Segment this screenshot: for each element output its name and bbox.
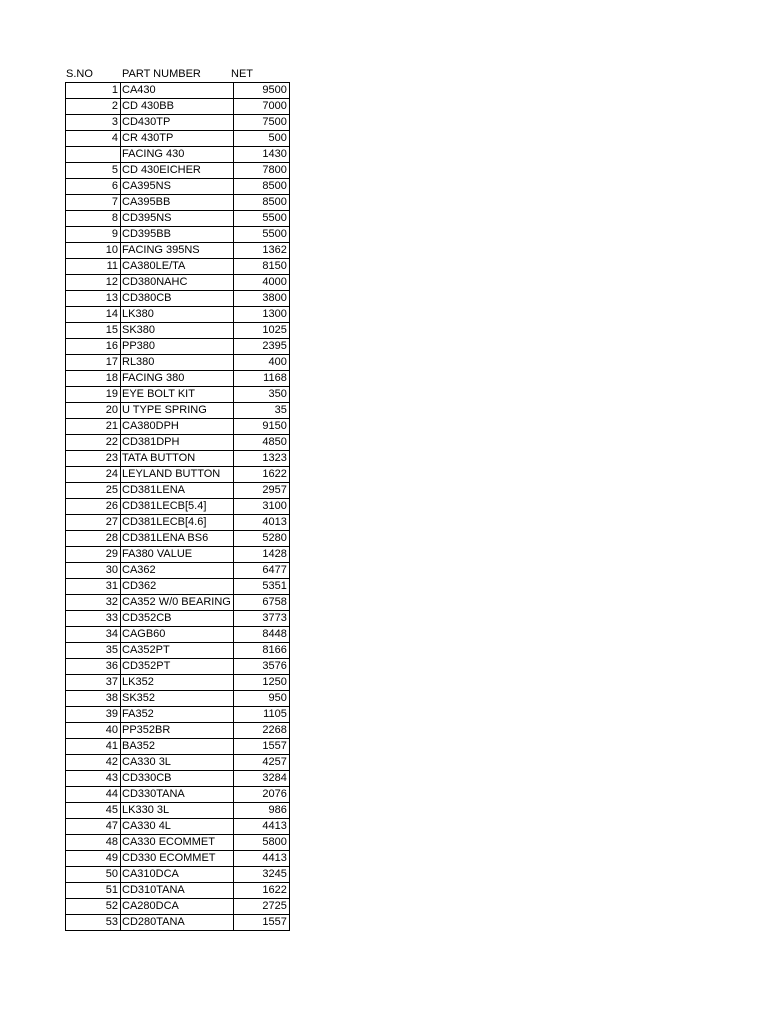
cell-net: 8166 (233, 643, 289, 659)
cell-part-number: LK380 (121, 307, 234, 323)
cell-sno: 5 (66, 163, 121, 179)
cell-part-number: CA430 (121, 83, 234, 99)
header-row (65, 66, 290, 82)
table-row (66, 227, 290, 243)
table-row (66, 771, 290, 787)
cell-net: 3800 (233, 291, 289, 307)
cell-sno: 42 (66, 755, 121, 771)
cell-net: 1622 (233, 467, 289, 483)
table-row (66, 707, 290, 723)
table-row (66, 691, 290, 707)
cell-sno: 48 (66, 835, 121, 851)
table-row (66, 531, 290, 547)
table-row (66, 547, 290, 563)
table-row (66, 787, 290, 803)
cell-part-number: CA380LE/TA (121, 259, 234, 275)
cell-part-number: CD430TP (121, 115, 234, 131)
cell-sno: 13 (66, 291, 121, 307)
table-row (66, 563, 290, 579)
cell-part-number: CD352CB (121, 611, 234, 627)
header-part-number: PART NUMBER (122, 68, 201, 80)
table-row (66, 179, 290, 195)
cell-net: 5500 (233, 211, 289, 227)
cell-sno: 37 (66, 675, 121, 691)
cell-part-number: CA380DPH (121, 419, 234, 435)
cell-part-number: CD381LENA BS6 (121, 531, 234, 547)
cell-sno: 27 (66, 515, 121, 531)
cell-net: 4413 (233, 819, 289, 835)
table-row (66, 643, 290, 659)
cell-net: 6758 (233, 595, 289, 611)
cell-part-number: RL380 (121, 355, 234, 371)
cell-sno: 8 (66, 211, 121, 227)
cell-sno: 23 (66, 451, 121, 467)
cell-sno: 38 (66, 691, 121, 707)
cell-part-number: CD395NS (121, 211, 234, 227)
cell-net: 7500 (233, 115, 289, 131)
cell-sno: 51 (66, 883, 121, 899)
cell-net: 2268 (233, 723, 289, 739)
cell-part-number: CA330 4L (121, 819, 234, 835)
cell-net: 3773 (233, 611, 289, 627)
table-row (66, 323, 290, 339)
table-row (66, 611, 290, 627)
table-row (66, 899, 290, 915)
table-row (66, 915, 290, 931)
cell-part-number: LK330 3L (121, 803, 234, 819)
cell-net: 6477 (233, 563, 289, 579)
cell-net: 4000 (233, 275, 289, 291)
cell-sno: 21 (66, 419, 121, 435)
cell-net: 986 (233, 803, 289, 819)
table-row (66, 835, 290, 851)
cell-part-number: FACING 380 (121, 371, 234, 387)
cell-sno: 22 (66, 435, 121, 451)
cell-sno: 3 (66, 115, 121, 131)
cell-net: 4257 (233, 755, 289, 771)
table-row (66, 195, 290, 211)
cell-sno: 33 (66, 611, 121, 627)
cell-net: 35 (233, 403, 289, 419)
cell-net: 3245 (233, 867, 289, 883)
header-net: NET (231, 68, 253, 80)
cell-sno: 40 (66, 723, 121, 739)
cell-sno: 26 (66, 499, 121, 515)
cell-sno: 2 (66, 99, 121, 115)
cell-part-number: CA310DCA (121, 867, 234, 883)
cell-net: 1323 (233, 451, 289, 467)
cell-part-number: CA280DCA (121, 899, 234, 915)
cell-part-number: SK380 (121, 323, 234, 339)
parts-table (65, 82, 290, 931)
cell-part-number: CD381LENA (121, 483, 234, 499)
cell-part-number: CD 430EICHER (121, 163, 234, 179)
table-row (66, 883, 290, 899)
cell-net: 5280 (233, 531, 289, 547)
cell-part-number: CD395BB (121, 227, 234, 243)
cell-net: 7000 (233, 99, 289, 115)
cell-net: 1428 (233, 547, 289, 563)
cell-part-number: CD381LECB[4.6] (121, 515, 234, 531)
cell-net: 8500 (233, 179, 289, 195)
table-row (66, 291, 290, 307)
table-row (66, 403, 290, 419)
table-row (66, 739, 290, 755)
cell-part-number: CD352PT (121, 659, 234, 675)
cell-net: 9500 (233, 83, 289, 99)
cell-sno: 15 (66, 323, 121, 339)
table-row (66, 515, 290, 531)
parts-sheet (65, 66, 290, 931)
cell-part-number: PP352BR (121, 723, 234, 739)
cell-part-number: SK352 (121, 691, 234, 707)
cell-sno: 19 (66, 387, 121, 403)
cell-part-number: CD380CB (121, 291, 234, 307)
cell-net: 1025 (233, 323, 289, 339)
cell-net: 8448 (233, 627, 289, 643)
table-row (66, 163, 290, 179)
cell-sno: 18 (66, 371, 121, 387)
cell-part-number: CD380NAHC (121, 275, 234, 291)
cell-sno: 14 (66, 307, 121, 323)
table-row (66, 499, 290, 515)
cell-part-number: CA362 (121, 563, 234, 579)
table-row (66, 803, 290, 819)
cell-part-number: CR 430TP (121, 131, 234, 147)
table-row (66, 579, 290, 595)
cell-sno: 49 (66, 851, 121, 867)
table-row (66, 627, 290, 643)
cell-sno: 24 (66, 467, 121, 483)
table-row (66, 243, 290, 259)
cell-sno: 45 (66, 803, 121, 819)
cell-sno: 12 (66, 275, 121, 291)
cell-net: 9150 (233, 419, 289, 435)
cell-part-number: CA395BB (121, 195, 234, 211)
table-row (66, 307, 290, 323)
cell-sno: 47 (66, 819, 121, 835)
cell-net: 1105 (233, 707, 289, 723)
cell-part-number: EYE BOLT KIT (121, 387, 234, 403)
cell-sno: 35 (66, 643, 121, 659)
cell-sno (66, 147, 121, 163)
cell-sno: 11 (66, 259, 121, 275)
table-row (66, 419, 290, 435)
cell-sno: 16 (66, 339, 121, 355)
table-row (66, 819, 290, 835)
cell-net: 2725 (233, 899, 289, 915)
cell-net: 1362 (233, 243, 289, 259)
cell-sno: 9 (66, 227, 121, 243)
table-row (66, 99, 290, 115)
cell-net: 2395 (233, 339, 289, 355)
cell-net: 8500 (233, 195, 289, 211)
cell-sno: 32 (66, 595, 121, 611)
table-row (66, 259, 290, 275)
cell-sno: 30 (66, 563, 121, 579)
cell-sno: 1 (66, 83, 121, 99)
cell-net: 1250 (233, 675, 289, 691)
table-row (66, 659, 290, 675)
table-row (66, 131, 290, 147)
table-row (66, 371, 290, 387)
cell-net: 2957 (233, 483, 289, 499)
cell-part-number: CA395NS (121, 179, 234, 195)
cell-part-number: PP380 (121, 339, 234, 355)
table-row (66, 451, 290, 467)
cell-part-number: CD381LECB[5.4] (121, 499, 234, 515)
table-row (66, 675, 290, 691)
cell-net: 3576 (233, 659, 289, 675)
cell-net: 5351 (233, 579, 289, 595)
cell-net: 3100 (233, 499, 289, 515)
cell-sno: 4 (66, 131, 121, 147)
cell-net: 3284 (233, 771, 289, 787)
cell-part-number: CD362 (121, 579, 234, 595)
cell-part-number: TATA BUTTON (121, 451, 234, 467)
table-row (66, 147, 290, 163)
table-row (66, 723, 290, 739)
table-row (66, 355, 290, 371)
cell-part-number: CD 430BB (121, 99, 234, 115)
cell-part-number: CD280TANA (121, 915, 234, 931)
cell-part-number: CD330CB (121, 771, 234, 787)
table-row (66, 595, 290, 611)
cell-sno: 50 (66, 867, 121, 883)
cell-sno: 20 (66, 403, 121, 419)
table-row (66, 851, 290, 867)
cell-part-number: BA352 (121, 739, 234, 755)
cell-sno: 36 (66, 659, 121, 675)
cell-sno: 31 (66, 579, 121, 595)
cell-part-number: CD310TANA (121, 883, 234, 899)
cell-part-number: FA352 (121, 707, 234, 723)
cell-sno: 29 (66, 547, 121, 563)
cell-net: 400 (233, 355, 289, 371)
cell-part-number: FA380 VALUE (121, 547, 234, 563)
cell-part-number: CAGB60 (121, 627, 234, 643)
table-row (66, 467, 290, 483)
cell-net: 2076 (233, 787, 289, 803)
cell-sno: 25 (66, 483, 121, 499)
cell-part-number: CA352 W/0 BEARING (121, 595, 234, 611)
cell-sno: 41 (66, 739, 121, 755)
table-row (66, 755, 290, 771)
cell-part-number: FACING 430 (121, 147, 234, 163)
cell-net: 5500 (233, 227, 289, 243)
cell-net: 7800 (233, 163, 289, 179)
table-row (66, 115, 290, 131)
cell-net: 500 (233, 131, 289, 147)
cell-part-number: LEYLAND BUTTON (121, 467, 234, 483)
cell-sno: 28 (66, 531, 121, 547)
cell-part-number: CA330 ECOMMET (121, 835, 234, 851)
cell-part-number: CA330 3L (121, 755, 234, 771)
table-row (66, 211, 290, 227)
cell-sno: 7 (66, 195, 121, 211)
cell-net: 8150 (233, 259, 289, 275)
cell-net: 4013 (233, 515, 289, 531)
cell-part-number: CA352PT (121, 643, 234, 659)
cell-net: 4850 (233, 435, 289, 451)
cell-net: 5800 (233, 835, 289, 851)
table-row (66, 387, 290, 403)
cell-part-number: CD330 ECOMMET (121, 851, 234, 867)
cell-net: 1430 (233, 147, 289, 163)
cell-net: 1557 (233, 915, 289, 931)
cell-part-number: CD381DPH (121, 435, 234, 451)
cell-sno: 43 (66, 771, 121, 787)
cell-sno: 10 (66, 243, 121, 259)
table-row (66, 867, 290, 883)
cell-net: 350 (233, 387, 289, 403)
cell-sno: 44 (66, 787, 121, 803)
cell-net: 1622 (233, 883, 289, 899)
table-row (66, 339, 290, 355)
header-sno: S.NO (66, 68, 93, 80)
cell-sno: 53 (66, 915, 121, 931)
cell-part-number: U TYPE SPRING (121, 403, 234, 419)
cell-net: 1557 (233, 739, 289, 755)
table-row (66, 275, 290, 291)
table-row (66, 83, 290, 99)
cell-sno: 52 (66, 899, 121, 915)
cell-sno: 17 (66, 355, 121, 371)
cell-net: 4413 (233, 851, 289, 867)
cell-sno: 6 (66, 179, 121, 195)
cell-sno: 39 (66, 707, 121, 723)
table-row (66, 435, 290, 451)
cell-net: 1300 (233, 307, 289, 323)
cell-sno: 34 (66, 627, 121, 643)
cell-net: 1168 (233, 371, 289, 387)
parts-table-body (66, 83, 290, 931)
cell-part-number: FACING 395NS (121, 243, 234, 259)
cell-net: 950 (233, 691, 289, 707)
cell-part-number: LK352 (121, 675, 234, 691)
cell-part-number: CD330TANA (121, 787, 234, 803)
table-row (66, 483, 290, 499)
